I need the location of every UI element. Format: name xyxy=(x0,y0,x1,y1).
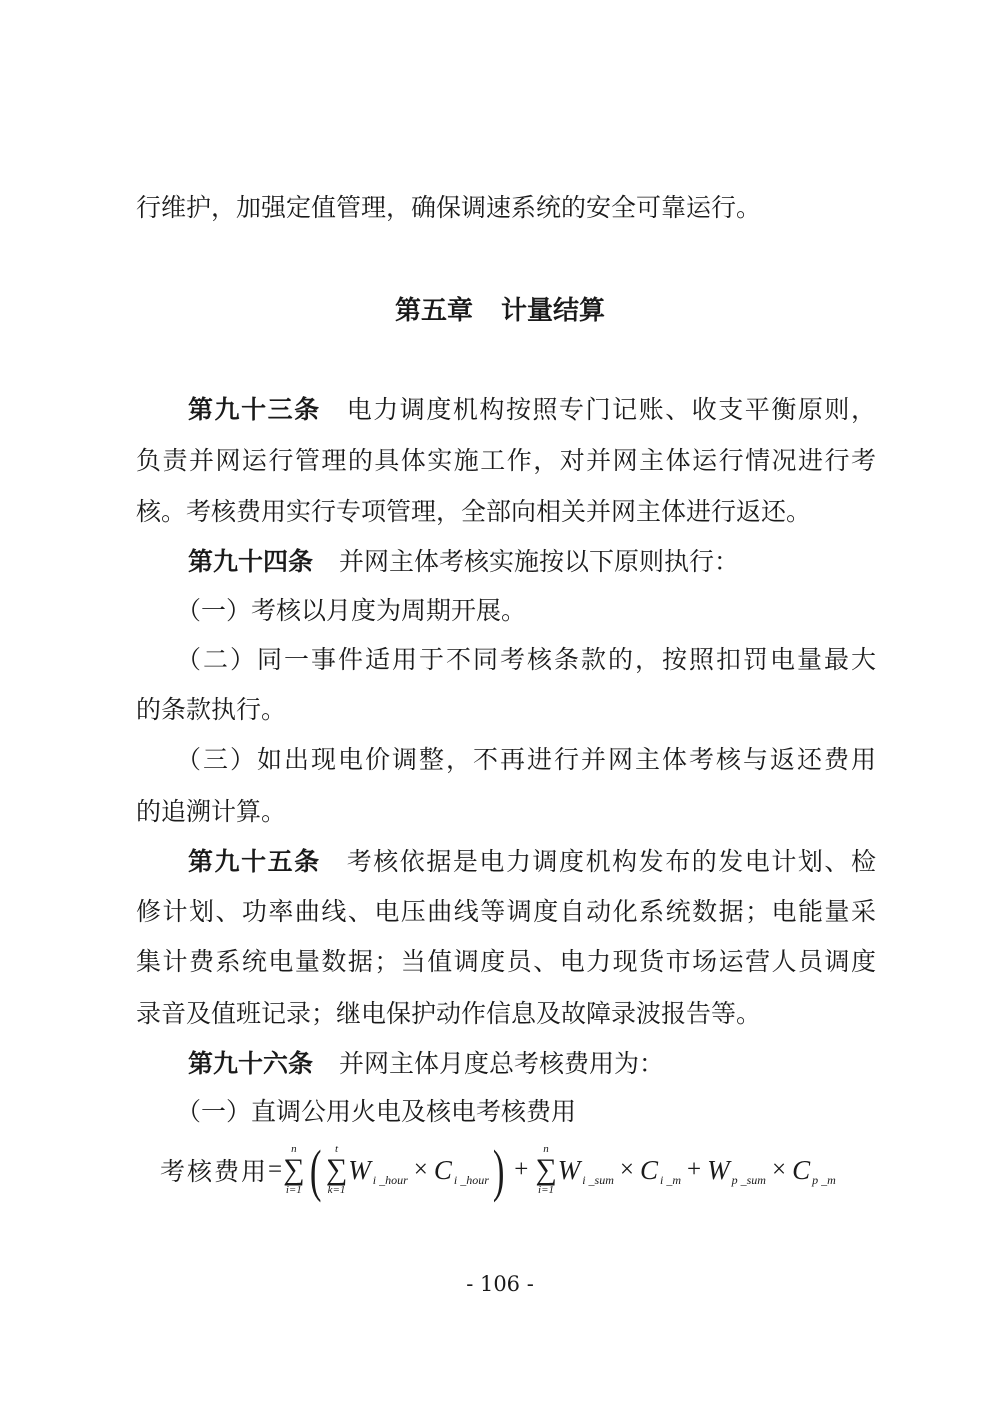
text-line: （二）同一事件适用于不同考核条款的，按照扣罚电量最大 xyxy=(176,645,876,674)
article-95-line xyxy=(188,845,876,879)
text-line: 集计费系统电量数据；当值调度员、电力现货市场运营人员调度 xyxy=(136,947,876,976)
sum-k: t ∑ k=1 xyxy=(325,1143,348,1196)
formula xyxy=(160,1130,880,1210)
article-text: 电力调度机构按照专门记账、收支平衡原则， xyxy=(346,395,876,424)
var-w: W xyxy=(707,1154,730,1185)
text-line: （三）如出现电价调整，不再进行并网主体考核与返还费用 xyxy=(176,745,876,774)
right-paren: ) xyxy=(492,1137,505,1203)
chapter-title: 计量结算 xyxy=(501,296,606,326)
subscript: i _hour xyxy=(453,1172,489,1187)
sum-i2: n ∑ i=1 xyxy=(535,1143,557,1196)
article-96-line xyxy=(188,1047,876,1081)
var-w: W xyxy=(348,1154,371,1185)
text-line: （一）直调公用火电及核电考核费用 xyxy=(176,1097,577,1126)
subscript: i _hour xyxy=(372,1172,408,1187)
var-c: C xyxy=(433,1154,452,1185)
article-text: 考核依据是电力调度机构发布的发电计划、检 xyxy=(346,847,876,876)
chapter-number: 第五章 xyxy=(394,296,473,326)
plus: + xyxy=(514,1156,529,1183)
var-w: W xyxy=(557,1154,581,1185)
subscript: p _sum xyxy=(731,1172,766,1187)
text-line: 核。考核费用实行专项管理，全部向相关并网主体进行返还。 xyxy=(136,497,812,526)
times: × xyxy=(413,1156,428,1183)
chapter-heading xyxy=(0,290,1000,327)
text-line: 的条款执行。 xyxy=(136,695,287,724)
article-label: 第九十五条 xyxy=(188,847,321,876)
formula-lhs: 考核费用 xyxy=(160,1157,269,1186)
text-line: （一）考核以月度为周期开展。 xyxy=(176,596,527,625)
left-paren: ( xyxy=(309,1137,321,1203)
var-c: C xyxy=(640,1154,659,1185)
times: × xyxy=(619,1156,634,1183)
article-text: 并网主体考核实施按以下原则执行： xyxy=(339,547,740,576)
text-line: 行维护，加强定值管理，确保调速系统的安全可靠运行。 xyxy=(136,193,762,222)
subscript: p _m xyxy=(812,1172,836,1187)
subscript: i _sum xyxy=(582,1172,614,1187)
sum-i: n ∑ i=1 xyxy=(283,1143,305,1196)
article-label: 第九十四条 xyxy=(188,547,314,576)
article-label: 第九十三条 xyxy=(188,395,321,424)
article-94-line xyxy=(188,545,876,579)
text-line: 负责并网运行管理的具体实施工作，对并网主体运行情况进行考 xyxy=(136,446,876,475)
text-line: 录音及值班记录；继电保护动作信息及故障录波报告等。 xyxy=(136,999,762,1028)
article-label: 第九十六条 xyxy=(188,1049,314,1078)
var-c: C xyxy=(792,1154,811,1185)
page-number: - 106 - xyxy=(466,1272,534,1296)
subscript: i _m xyxy=(660,1172,682,1187)
times: × xyxy=(771,1156,787,1183)
text-line: 修计划、功率曲线、电压曲线等调度自动化系统数据；电能量采 xyxy=(136,897,876,926)
plus: + xyxy=(687,1156,702,1183)
equals: = xyxy=(268,1156,283,1183)
article-93-line xyxy=(188,393,876,427)
article-text: 并网主体月度总考核费用为： xyxy=(339,1049,665,1078)
text-line: 的追溯计算。 xyxy=(136,797,287,826)
